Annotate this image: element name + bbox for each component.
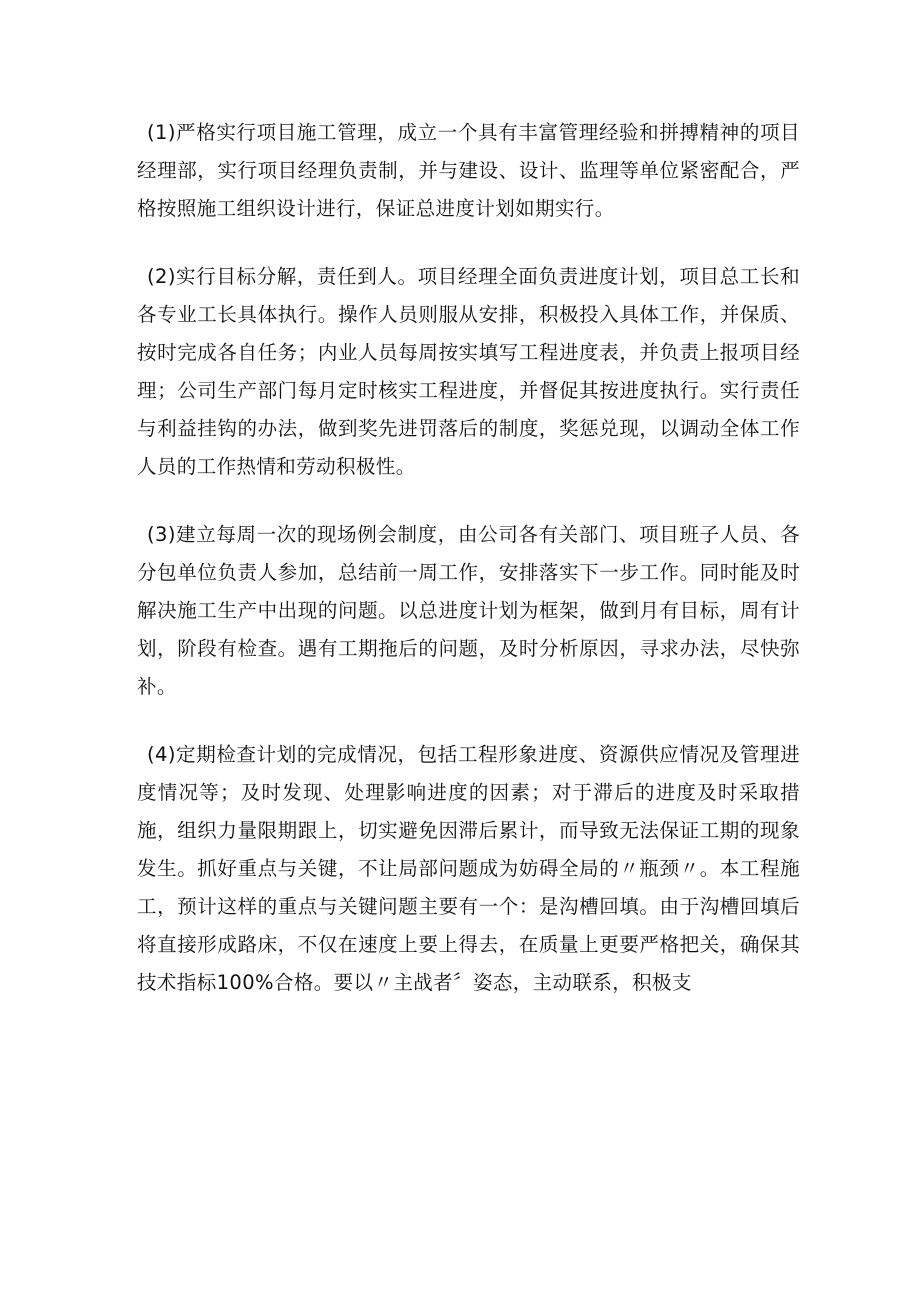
paragraph-4: (4)定期检查计划的完成情况，包括工程形象进度、资源供应情况及管理进度情况等；及时发现、处理影响进度的因素；对于滞后的进度及时采取措施，组织力量限期跟上，切实避免因滞后累计，而导致无法保证工期的现象发生。抓好重点与关键，不让局部问题成为妨碍全局的〃瓶颈〃。本工程施工，预计这样的重点与关键问题主要有一个：是沟槽回填。由于沟槽回填后将直接形成路床，不仅在速度上要上得去，在质量上更要严格把关，确保其技术指标100%合格。要以〃主战者〞姿态，主动联系，积极支 — [137, 743, 800, 994]
paragraph-1: (1)严格实行项目施工管理，成立一个具有丰富管理经验和拼搏精神的项目经理部，实行项目经理负责制，并与建设、设计、监理等单位紧密配合，严格按照施工组织设计进行，保证总进度计划如期实行。 — [137, 121, 800, 220]
paragraph-3: (3)建立每周一次的现场例会制度，由公司各有关部门、项目班子人员、各分包单位负责人参加，总结前一周工作，安排落实下一步工作。同时能及时解决施工生产中出现的问题。以总进度计划为框架，做到月有目标，周有计划，阶段有检查。遇有工期拖后的问题，及时分析原因，寻求办法，尽快弥补。 — [137, 523, 800, 698]
paragraph-2: (2)实行目标分解，责任到人。项目经理全面负责进度计划，项目总工长和各专业工长具体执行。操作人员则服从安排，积极投入具体工作，并保质、按时完成各自任务；内业人员每周按实填写工程进度表，并负责上报项目经理；公司生产部门每月定时核实工程进度，并督促其按进度执行。实行责任与利益挂钩的办法，做到奖先进罚落后的制度，奖惩兑现，以调动全体工作人员的工作热情和劳动积极性。 — [137, 265, 800, 478]
